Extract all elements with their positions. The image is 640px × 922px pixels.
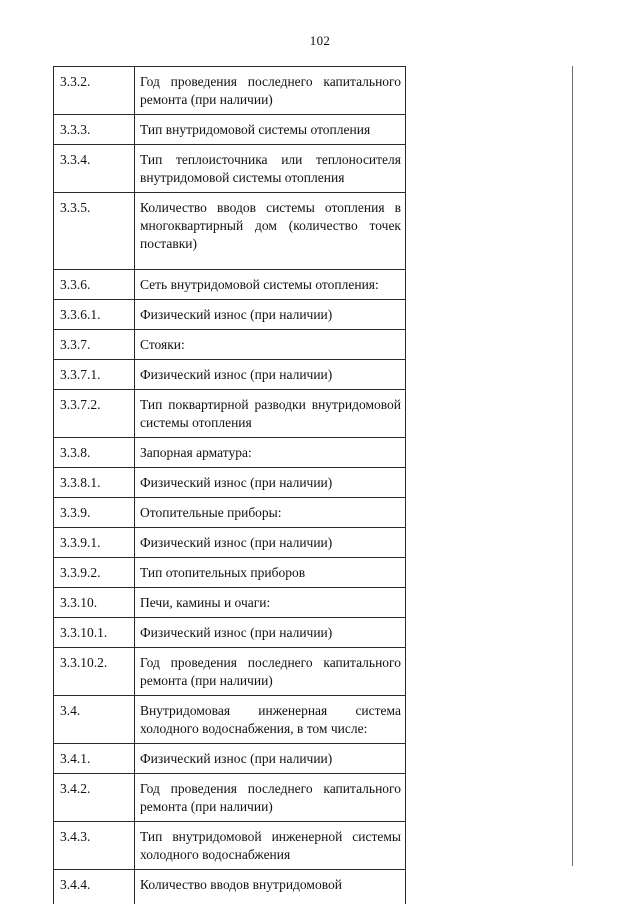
margin-rule xyxy=(572,66,573,866)
item-number: 3.4.2. xyxy=(54,774,135,822)
item-number: 3.4.3. xyxy=(54,822,135,870)
item-description: Тип внутридомовой инженерной системы холодного водоснабжения xyxy=(135,822,406,870)
item-description: Запорная арматура: xyxy=(135,438,406,468)
item-number: 3.3.7. xyxy=(54,330,135,360)
item-number: 3.3.9.1. xyxy=(54,528,135,558)
item-description: Физический износ (при наличии) xyxy=(135,528,406,558)
item-number: 3.3.4. xyxy=(54,145,135,193)
table-row xyxy=(54,390,406,438)
items-table xyxy=(53,66,406,904)
item-description: Физический износ (при наличии) xyxy=(135,468,406,498)
item-description: Физический износ (при наличии) xyxy=(135,360,406,390)
item-number: 3.3.9. xyxy=(54,498,135,528)
table-row xyxy=(54,67,406,115)
table-row xyxy=(54,774,406,822)
table-row xyxy=(54,115,406,145)
table-row xyxy=(54,145,406,193)
item-number: 3.3.8.1. xyxy=(54,468,135,498)
item-number: 3.3.10.1. xyxy=(54,618,135,648)
item-number: 3.3.2. xyxy=(54,67,135,115)
item-number: 3.4.1. xyxy=(54,744,135,774)
table-row xyxy=(54,648,406,696)
item-description: Количество вводов внутридомовой xyxy=(135,870,406,905)
item-number: 3.3.7.1. xyxy=(54,360,135,390)
table-row xyxy=(54,558,406,588)
item-description: Тип внутридомовой системы отопления xyxy=(135,115,406,145)
item-number: 3.3.6.1. xyxy=(54,300,135,330)
table-row xyxy=(54,498,406,528)
item-description: Тип теплоисточника или теплоносителя внутридомовой системы отопления xyxy=(135,145,406,193)
item-number: 3.3.6. xyxy=(54,270,135,300)
table-row xyxy=(54,528,406,558)
item-description: Стояки: xyxy=(135,330,406,360)
item-description: Физический износ (при наличии) xyxy=(135,300,406,330)
table-row xyxy=(54,696,406,744)
item-description: Физический износ (при наличии) xyxy=(135,618,406,648)
page-number: 102 xyxy=(309,33,331,48)
item-description: Тип поквартирной разводки внутридомовой системы отопления xyxy=(135,390,406,438)
table-row xyxy=(54,588,406,618)
item-description: Отопительные приборы: xyxy=(135,498,406,528)
item-description: Количество вводов системы отопления в многоквартирный дом (количество точек поставки) xyxy=(135,193,406,270)
item-description: Печи, камины и очаги: xyxy=(135,588,406,618)
table-row xyxy=(54,870,406,905)
table-row xyxy=(54,468,406,498)
table-row xyxy=(54,193,406,270)
item-description: Год проведения последнего капитального ремонта (при наличии) xyxy=(135,648,406,696)
item-description: Физический износ (при наличии) xyxy=(135,744,406,774)
item-number: 3.4.4. xyxy=(54,870,135,905)
table-row xyxy=(54,300,406,330)
table-row xyxy=(54,330,406,360)
item-description: Сеть внутридомовой системы отопления: xyxy=(135,270,406,300)
table-row xyxy=(54,438,406,468)
item-number: 3.3.5. xyxy=(54,193,135,270)
item-description: Год проведения последнего капитального ремонта (при наличии) xyxy=(135,774,406,822)
item-number: 3.4. xyxy=(54,696,135,744)
table-row xyxy=(54,270,406,300)
table-row xyxy=(54,360,406,390)
item-number: 3.3.9.2. xyxy=(54,558,135,588)
item-number: 3.3.8. xyxy=(54,438,135,468)
item-number: 3.3.10. xyxy=(54,588,135,618)
item-description: Внутридомовая инженерная система холодного водоснабжения, в том числе: xyxy=(135,696,406,744)
table-row xyxy=(54,744,406,774)
table-row xyxy=(54,822,406,870)
item-description: Тип отопительных приборов xyxy=(135,558,406,588)
item-description: Год проведения последнего капитального ремонта (при наличии) xyxy=(135,67,406,115)
item-number: 3.3.10.2. xyxy=(54,648,135,696)
item-number: 3.3.3. xyxy=(54,115,135,145)
table-row xyxy=(54,618,406,648)
item-number: 3.3.7.2. xyxy=(54,390,135,438)
